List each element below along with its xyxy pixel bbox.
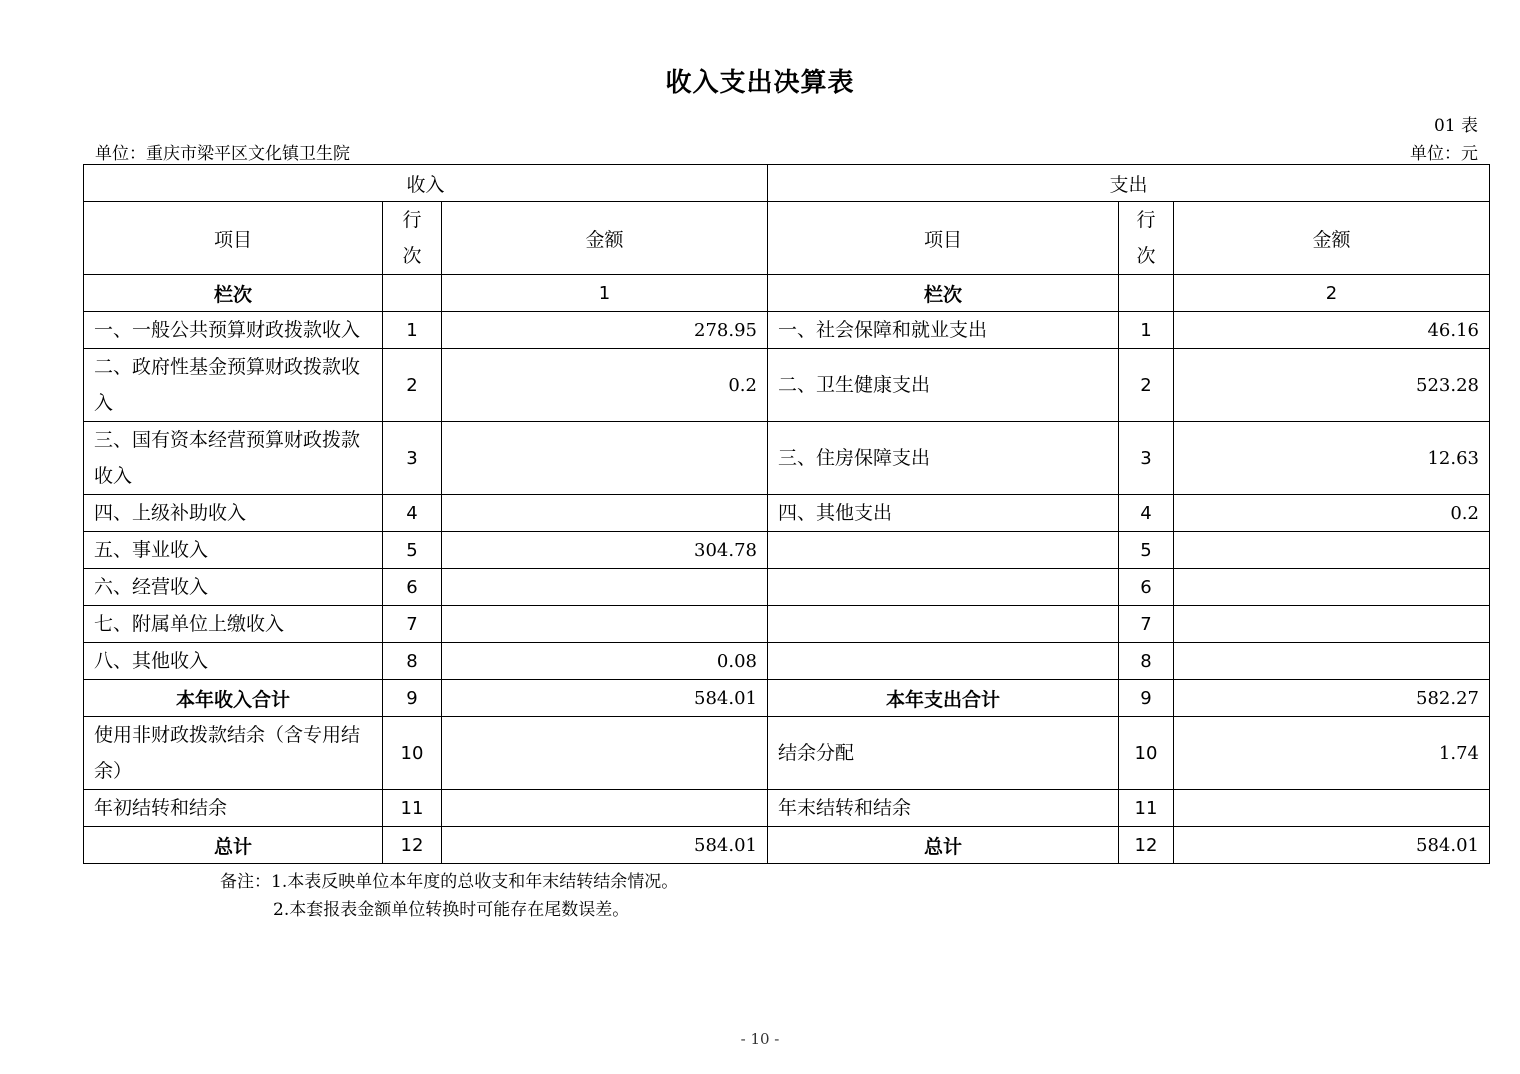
expense-amount: 0.2 <box>1174 495 1490 532</box>
grand-total-row <box>84 827 1490 864</box>
income-line-number: 9 <box>383 680 442 717</box>
expense-line-number: 2 <box>1119 349 1174 422</box>
income-line-number: 11 <box>383 790 442 827</box>
footnotes <box>220 868 678 924</box>
expense-subtotal-amount: 582.27 <box>1174 680 1490 717</box>
income-expense-table <box>83 164 1490 864</box>
expense-section-header: 支出 <box>768 165 1490 202</box>
expense-amount-header: 金额 <box>1174 202 1490 275</box>
income-item: 五、事业收入 <box>84 532 383 569</box>
income-column-index-label: 栏次 <box>84 275 383 312</box>
line-header-bottom: 次 <box>1136 245 1156 267</box>
org-label: 单位： <box>95 144 146 164</box>
table-row <box>84 312 1490 349</box>
currency-unit-line <box>1410 139 1478 164</box>
expense-item: 四、其他支出 <box>768 495 1119 532</box>
income-line-number: 8 <box>383 643 442 680</box>
income-column-index-value: 1 <box>442 275 768 312</box>
income-item: 四、上级补助收入 <box>84 495 383 532</box>
expense-item: 年末结转和结余 <box>768 790 1119 827</box>
expense-amount: 46.16 <box>1174 312 1490 349</box>
income-column-index-line <box>383 275 442 312</box>
income-amount <box>442 569 768 606</box>
form-number: 01 表 <box>1433 116 1478 136</box>
expense-total-amount: 584.01 <box>1174 827 1490 864</box>
expense-line-number: 8 <box>1119 643 1174 680</box>
table-row <box>84 422 1490 495</box>
expense-amount <box>1174 569 1490 606</box>
income-line-number: 6 <box>383 569 442 606</box>
income-item: 一、一般公共预算财政拨款收入 <box>84 312 383 349</box>
income-amount: 0.08 <box>442 643 768 680</box>
expense-item: 二、卫生健康支出 <box>768 349 1119 422</box>
income-section-header: 收入 <box>84 165 768 202</box>
income-subtotal-amount: 584.01 <box>442 680 768 717</box>
column-header-row <box>84 202 1490 275</box>
expense-item-header: 项目 <box>768 202 1119 275</box>
income-line-number: 12 <box>383 827 442 864</box>
expense-amount <box>1174 790 1490 827</box>
expense-amount <box>1174 532 1490 569</box>
expense-item: 结余分配 <box>768 717 1119 790</box>
line-header-top: 行 <box>402 209 422 231</box>
expense-amount <box>1174 606 1490 643</box>
expense-line-number: 4 <box>1119 495 1174 532</box>
expense-column-index-value: 2 <box>1174 275 1490 312</box>
expense-column-index-label: 栏次 <box>768 275 1119 312</box>
subtotal-row <box>84 680 1490 717</box>
income-item: 七、附属单位上缴收入 <box>84 606 383 643</box>
org-name: 重庆市梁平区文化镇卫生院 <box>146 144 350 164</box>
income-item: 八、其他收入 <box>84 643 383 680</box>
expense-line-number: 3 <box>1119 422 1174 495</box>
income-item: 年初结转和结余 <box>84 790 383 827</box>
expense-total-label: 总计 <box>768 827 1119 864</box>
expense-column-index-line <box>1119 275 1174 312</box>
income-total-amount: 584.01 <box>442 827 768 864</box>
income-line-number: 3 <box>383 422 442 495</box>
expense-line-header <box>1119 202 1174 275</box>
page-title: 收入支出决算表 <box>665 68 855 98</box>
expense-line-number: 12 <box>1119 827 1174 864</box>
organization-line <box>95 139 350 164</box>
expense-line-number: 1 <box>1119 312 1174 349</box>
income-item: 六、经营收入 <box>84 569 383 606</box>
table-row <box>84 606 1490 643</box>
expense-item <box>768 606 1119 643</box>
income-item-header: 项目 <box>84 202 383 275</box>
income-line-number: 1 <box>383 312 442 349</box>
expense-line-number: 7 <box>1119 606 1174 643</box>
expense-line-number: 5 <box>1119 532 1174 569</box>
income-item: 二、政府性基金预算财政拨款收入 <box>84 349 383 422</box>
expense-item: 一、社会保障和就业支出 <box>768 312 1119 349</box>
unit-value: 元 <box>1461 144 1478 164</box>
expense-amount: 12.63 <box>1174 422 1490 495</box>
expense-item <box>768 569 1119 606</box>
line-header-top: 行 <box>1136 209 1156 231</box>
income-amount <box>442 606 768 643</box>
line-header-bottom: 次 <box>402 245 422 267</box>
table-row <box>84 717 1490 790</box>
expense-subtotal-label: 本年支出合计 <box>768 680 1119 717</box>
income-subtotal-label: 本年收入合计 <box>84 680 383 717</box>
expense-line-number: 11 <box>1119 790 1174 827</box>
expense-amount: 523.28 <box>1174 349 1490 422</box>
income-amount <box>442 790 768 827</box>
expense-item <box>768 643 1119 680</box>
income-line-number: 4 <box>383 495 442 532</box>
income-item: 三、国有资本经营预算财政拨款收入 <box>84 422 383 495</box>
expense-line-number: 9 <box>1119 680 1174 717</box>
page-number: - 10 - <box>740 1030 780 1048</box>
expense-amount <box>1174 643 1490 680</box>
section-header-row <box>84 165 1490 202</box>
footnote-1: 备注：1.本表反映单位本年度的总收支和年末结转结余情况。 <box>220 872 679 892</box>
table-row <box>84 349 1490 422</box>
income-amount: 0.2 <box>442 349 768 422</box>
table-row <box>84 790 1490 827</box>
income-amount: 304.78 <box>442 532 768 569</box>
expense-amount: 1.74 <box>1174 717 1490 790</box>
table-row <box>84 532 1490 569</box>
income-amount: 278.95 <box>442 312 768 349</box>
income-item: 使用非财政拨款结余（含专用结余） <box>84 717 383 790</box>
income-line-number: 10 <box>383 717 442 790</box>
income-line-number: 2 <box>383 349 442 422</box>
income-line-header <box>383 202 442 275</box>
income-line-number: 5 <box>383 532 442 569</box>
income-line-number: 7 <box>383 606 442 643</box>
income-amount <box>442 717 768 790</box>
unit-label: 单位： <box>1410 144 1461 164</box>
table-row <box>84 643 1490 680</box>
expense-item <box>768 532 1119 569</box>
expense-item: 三、住房保障支出 <box>768 422 1119 495</box>
income-amount <box>442 422 768 495</box>
income-total-label: 总计 <box>84 827 383 864</box>
footnote-2: 2.本套报表金额单位转换时可能存在尾数误差。 <box>273 900 630 920</box>
expense-line-number: 10 <box>1119 717 1174 790</box>
income-amount-header: 金额 <box>442 202 768 275</box>
table-row <box>84 569 1490 606</box>
table-row <box>84 495 1490 532</box>
column-index-row <box>84 275 1490 312</box>
income-amount <box>442 495 768 532</box>
expense-line-number: 6 <box>1119 569 1174 606</box>
